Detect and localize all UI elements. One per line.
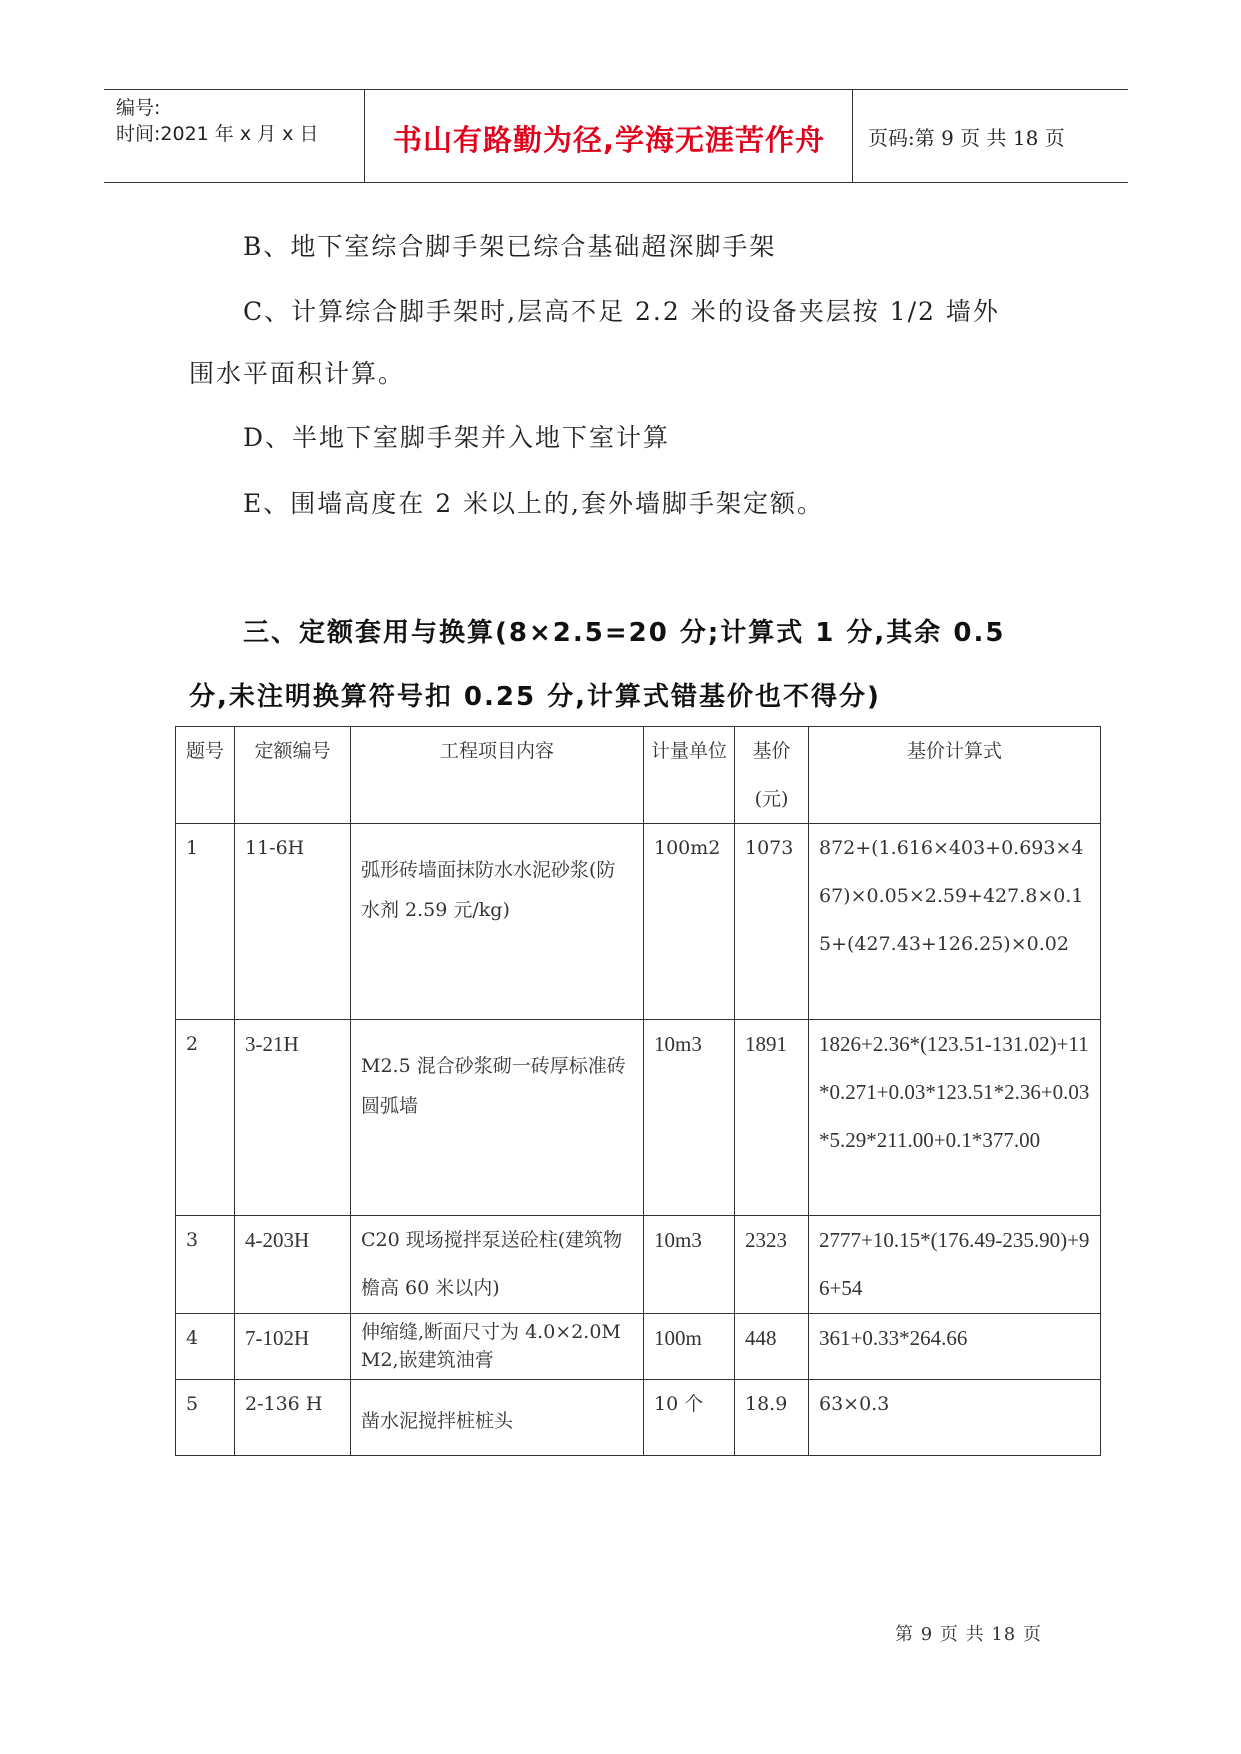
cell-no: 1: [176, 824, 235, 1020]
cell-price: 1073: [735, 824, 809, 1020]
cell-item: [351, 1020, 644, 1216]
cell-unit: 10m3: [644, 1020, 735, 1216]
cell-unit: 100m: [644, 1314, 735, 1380]
header-formula: 基价计算式: [809, 727, 1101, 824]
cell-price: 448: [735, 1314, 809, 1380]
table-row: [176, 1020, 1101, 1216]
cell-item-text: M2.5 混合砂浆砌一砖厚标准砖圆弧墙: [361, 1055, 626, 1117]
cell-unit: 10m3: [644, 1216, 735, 1314]
header-code: 定额编号: [235, 727, 351, 824]
option-c-line2: 围水平面积计算。: [189, 359, 406, 388]
table-row: [176, 1216, 1101, 1314]
section-heading-line1: 三、定额套用与换算(8×2.5=20 分;计算式 1 分,其余 0.5: [243, 618, 1006, 648]
header-motto: 书山有路勤为径,学海无涯苦作舟: [392, 123, 826, 157]
section-heading-line2: 分,未注明换算符号扣 0.25 分,计算式错基价也不得分): [189, 682, 881, 712]
header-page-cell: [854, 90, 1128, 182]
cell-code: 3-21H: [235, 1020, 351, 1216]
header-unit: 计量单位: [644, 727, 735, 824]
cell-price: 18.9: [735, 1380, 809, 1456]
option-c-line1: C、计算综合脚手架时,层高不足 2.2 米的设备夹层按 1/2 墙外: [243, 297, 1000, 326]
header-motto-cell: [366, 90, 853, 182]
header-page-label: 页码:第 9 页 共 18 页: [868, 126, 1065, 150]
table-row: [176, 1380, 1101, 1456]
cell-formula: 361+0.33*264.66: [809, 1314, 1101, 1380]
cell-unit: 100m2: [644, 824, 735, 1020]
header-item: 工程项目内容: [351, 727, 644, 824]
cell-price: 1891: [735, 1020, 809, 1216]
header-meta: [104, 90, 365, 182]
option-d: D、半地下室脚手架并入地下室计算: [243, 423, 671, 452]
doc-number-label: 编号:: [116, 97, 161, 119]
header-no: 题号: [176, 727, 235, 824]
doc-time-label: 时间:2021 年 x 月 x 日: [116, 123, 319, 145]
cell-item: C20 现场搅拌泵送砼柱(建筑物檐高 60 米以内): [351, 1216, 644, 1314]
cell-code: 4-203H: [235, 1216, 351, 1314]
cell-item: [351, 824, 644, 1020]
table-header-row: [176, 727, 1101, 824]
cell-formula: 2777+10.15*(176.49-235.90)+96+54: [809, 1216, 1101, 1314]
cell-no: 2: [176, 1020, 235, 1216]
option-b: B、地下室综合脚手架已综合基础超深脚手架: [243, 232, 777, 261]
cell-item: [351, 1314, 644, 1380]
cell-code: 7-102H: [235, 1314, 351, 1380]
cell-code: 2-136 H: [235, 1380, 351, 1456]
page-footer: 第 9 页 共 18 页: [895, 1624, 1042, 1645]
cell-item-text: 凿水泥搅拌桩桩头: [361, 1410, 514, 1432]
cell-item-text: 伸缩缝,断面尺寸为 4.0×2.0MM2,嵌建筑油膏: [361, 1321, 621, 1371]
cell-item: [351, 1380, 644, 1456]
header-price: 基价(元): [735, 727, 809, 824]
cell-no: 4: [176, 1314, 235, 1380]
cell-formula: 872+(1.616×403+0.693×467)×0.05×2.59+427.8×0.15+(427.43+126.25)×0.02: [809, 824, 1101, 1020]
cell-formula: 1826+2.36*(123.51-131.02)+11*0.271+0.03*123.51*2.36+0.03*5.29*211.00+0.1*377.00: [809, 1020, 1101, 1216]
cell-code: 11-6H: [235, 824, 351, 1020]
cell-item-text: 弧形砖墙面抹防水水泥砂浆(防水剂 2.59 元/kg): [361, 859, 616, 921]
table-row: [176, 824, 1101, 1020]
cell-price: 2323: [735, 1216, 809, 1314]
quota-table: [175, 726, 1101, 1456]
cell-formula: 63×0.3: [809, 1380, 1101, 1456]
cell-no: 3: [176, 1216, 235, 1314]
option-e: E、围墙高度在 2 米以上的,套外墙脚手架定额。: [243, 489, 824, 518]
cell-no: 5: [176, 1380, 235, 1456]
table-row: [176, 1314, 1101, 1380]
cell-unit: 10 个: [644, 1380, 735, 1456]
page-header: [104, 89, 1128, 183]
